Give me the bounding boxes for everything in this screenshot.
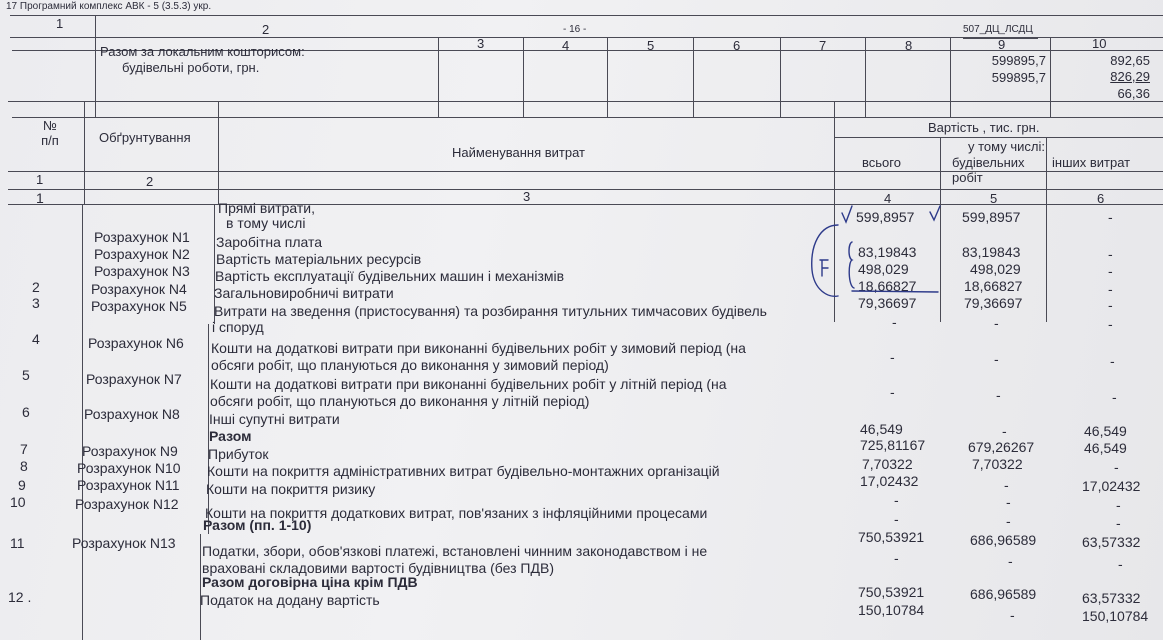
col-basis-header: Обґрунтування [99,130,191,145]
col-num-header: № п/п [41,118,59,148]
summary-c10-2: 826,29 [1110,69,1150,84]
summary-c10-1: 892,65 [1110,53,1150,68]
total-header: всього [862,155,901,170]
cost-header: Вартість , тис. грн. [928,120,1040,135]
page-number: - 16 - [563,24,587,35]
program-header: 17 Програмний комплекс АВК - 5 (3.5.3) укр. [6,1,212,12]
incl-header: у тому числі: [968,139,1045,154]
col-name-header: Найменування витрат [452,145,585,160]
handwritten-marks-icon [790,200,960,310]
summary-c9-1: 599895,7 [991,53,1046,68]
summary-label-2: будівельні роботи, грн. [122,60,260,75]
build-header: будівельних робіт [952,155,1025,185]
doc-code: 507_ДЦ_ЛСДЦ [963,24,1033,35]
other-header: інших витрат [1052,155,1131,170]
summary-c9-2: 599895,7 [991,70,1046,85]
summary-c10-3: 66,36 [1117,86,1150,101]
document-page: 17 Програмний комплекс АВК - 5 (3.5.3) укр. - 16 - 507_ДЦ_ЛСДЦ 1 2 3 4 5 6 7 8 9 10 Разом за локальним кошторисом: будівельні роботи, грн. 599895,7 599895,7 892,65 826,29 66,36 № п/п Обґрунтування Найменування витрат Вартість , тис. грн. у тому числі: всього будівельних робіт інших витрат 1 2 3 4 5 6 1 Прямі витрати, в тому числі 599,8957 599,8957 - Розрахунок N1 Заробітна плата Розрахунок N2 Вартість матеріальних ресурсів 83,19843 83,19843 - Розрахунок N3 Вартість експлуатації будівельних машин і механізмів 498,029 498,029 - 2 Розрахунок N4 Загальновиробничі витрати 18,66827 18,66827 - 3 Розрахунок N5 Витрати на зведення (пристосування) та розбирання титульних тимчасових будівель 79,36697 79,36697 - і споруд - - - 4 Розрахунок N6 Кошти на додаткові витрати при виконанні будівельних робіт у зимовий період (на обсяги робіт, що плануються до виконання у зимовий період) - - - 5 Розрахунок N7 Кошти на додаткові витрати при виконанні будівельних робіт у літній період (на обсяги робіт, що плануються до виконання у літній період) - - - 6 Розрахунок N8 Інші супутні витрати Разом 46,549 - 46,549 7 Розрахунок N9 Прибуток 725,81167 679,26267 46,549 8 Розрахунок N10 Кошти на покриття адміністративних витрат будівельно-монтажних організацій 7,70322 7,70322 - 9 Розрахунок N11 Кошти на покриття ризику 17,02432 - 17,02432 10 Розрахунок N12 Кошти на покриття додаткових витрат, пов'язаних з інфляційними процесами - - - Разом (пп. 1-10) - - - 11 Розрахунок N13 Податки, збори, обов'язкові платежі, встановлені чинним законодавством і не 750,53921 686,96589 63,57332 враховані складовими вартості будівництва (без ПДВ) - - - Разом договірна ціна крім ПДВ 12 . Податок на додану вартість 750,53921 686,96589 63,57332 150,10784 - 150,10784 [0,0,1163,640]
summary-label: Разом за локальним кошторисом: [100,44,305,59]
